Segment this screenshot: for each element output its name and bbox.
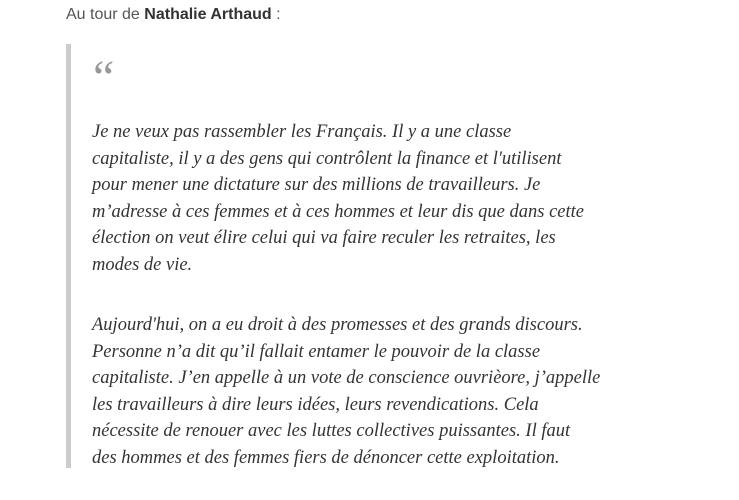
intro-prefix: Au tour de xyxy=(66,6,145,23)
intro-suffix: : xyxy=(271,6,281,23)
quote-line: Je ne veux pas rassembler les Français. Il y a une classe xyxy=(92,122,512,142)
quote-line: Personne n’a dit qu’il fallait entamer le pouvoir de la classe xyxy=(92,341,541,362)
quote-line: des hommes et des femmes fiers de dénoncer cette exploitation. xyxy=(92,447,560,468)
quote-paragraph-1 xyxy=(92,119,584,279)
quote-paragraph-2 xyxy=(92,312,600,472)
quote-mark-icon: “ xyxy=(93,51,115,104)
quote-line: capitaliste. J’en appelle à un vote de conscience ouvrièore, j’appelle xyxy=(92,368,601,389)
quote-line: nécessite de renouer avec les luttes collectives puissantes. Il faut xyxy=(92,421,571,442)
speaker-name: Nathalie Arthaud xyxy=(144,6,272,23)
blockquote xyxy=(66,44,676,468)
intro-line xyxy=(66,4,281,26)
quote-line: capitaliste, il y a des gens qui contrôlent la finance et l'utilisent xyxy=(92,148,562,169)
quote-line: élection on veut élire celui qui va faire reculer les retraites, les xyxy=(92,228,556,249)
quote-line: Aujourd'hui, on a eu droit à des promesses et des grands discours. xyxy=(92,315,583,335)
quote-line: les travailleurs à dire leurs idées, leurs revendications. Cela xyxy=(92,394,539,415)
quote-line: m’adresse à ces femmes et à ces hommes et leur dis que dans cette xyxy=(92,201,585,222)
quote-line: modes de vie. xyxy=(92,254,193,275)
quote-line: pour mener une dictature sur des millions de travailleurs. Je xyxy=(92,175,541,196)
